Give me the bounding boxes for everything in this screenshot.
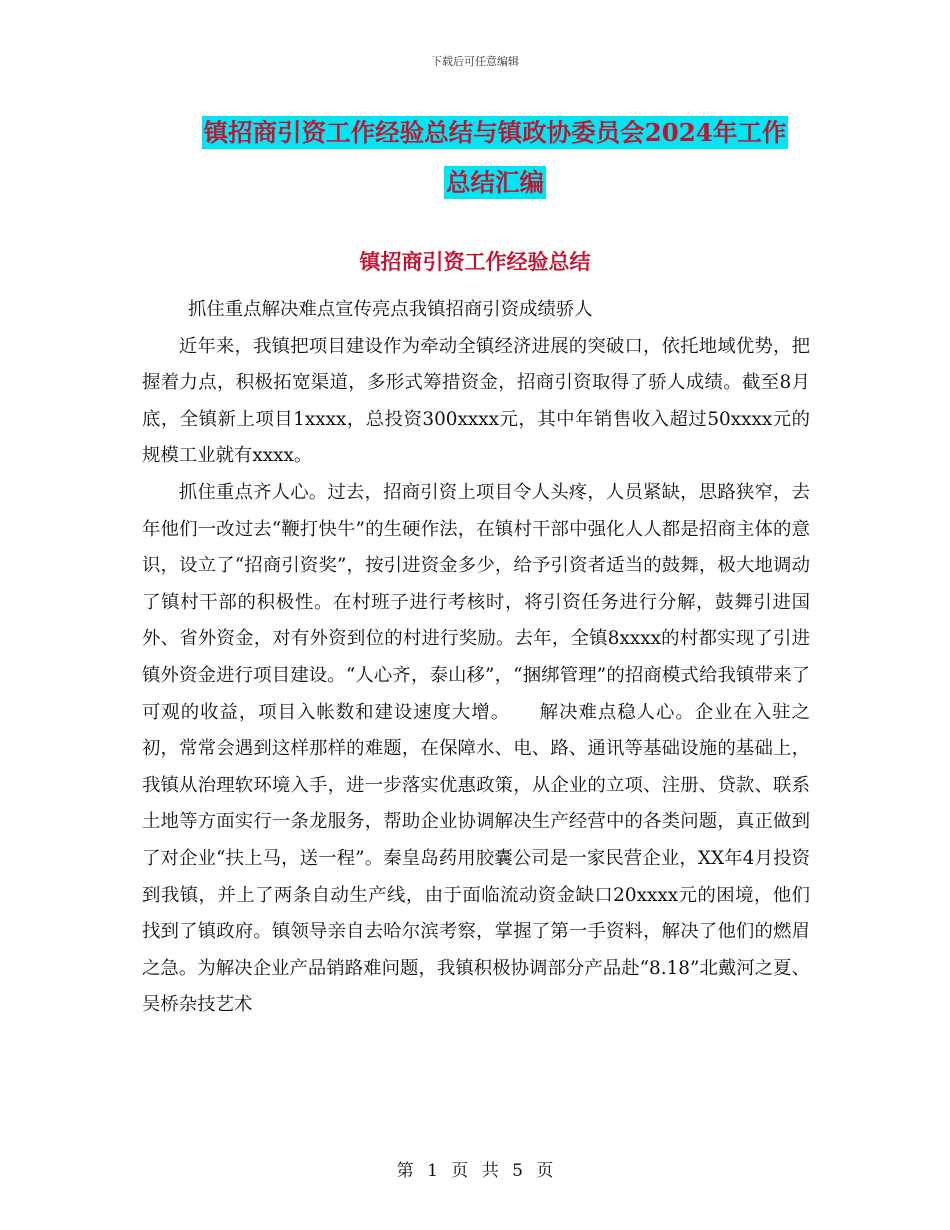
paragraph: 近年来，我镇把项目建设作为牵动全镇经济进展的突破口，依托地域优势，把握着力点，积极拓宽渠道，多形式筹措资金，招商引资取得了骄人成绩。截至8月底，全镇新上项目1xxxx，总投资300xxxx元，其中年销售收入超过50xxxx元的规模工业就有xxxx。 — [142, 335, 810, 467]
page-header: 下载后可任意编辑 — [431, 55, 519, 68]
title-line-2: 总结汇编 — [446, 168, 544, 197]
section-subtitle: 镇招商引资工作经验总结 — [359, 249, 591, 274]
title-line-1: 镇招商引资工作经验总结与镇政协委员会2024年工作 — [203, 118, 787, 147]
document-body — [142, 292, 810, 1024]
document-title — [140, 108, 850, 208]
paragraph: 抓住重点齐人心。过去，招商引资上项目令人头疼，人员紧缺，思路狭窄，去年他们一改过去“鞭打快牛”的生硬作法，在镇村干部中强化人人都是招商主体的意识，设立了“招商引资奖”，按引进资金多少，给予引资者适当的鼓舞，极大地调动了镇村干部的积极性。在村班子进行考核时，将引资任务进行分解，鼓舞引进国外、省外资金，对有外资到位的村进行奖励。去年，全镇8xxxx的村都实现了引进镇外资金进行项目建设。“人心齐，泰山移”，“捆绑管理”的招商模式给我镇带来了可观的收益，项目入帐数和建设速度大增。 解决难点稳人心。企业在入驻之初，常常会遇到这样那样的难题，在保障水、电、路、通讯等基础设施的基础上，我镇从治理软环境入手，进一步落实优惠政策，从企业的立项、注册、贷款、联系土地等方面实行一条龙服务，帮助企业协调解决生产经营中的各类问题，真正做到了对企业“扶上马，送一程”。秦皇岛药用胶囊公司是一家民营企业，XX年4月投资到我镇，并上了两条自动生产线，由于面临流动资金缺口20xxxx元的困境，他们找到了镇政府。镇领导亲自去哈尔滨考察，掌握了第一手资料，解决了他们的燃眉之急。为解决企业产品销路难问题，我镇积极协调部分产品赴“8.18”北戴河之夏、吴桥杂技艺术 — [142, 481, 810, 1016]
page-footer: 第 1 页 共 5 页 — [396, 1161, 554, 1181]
paragraph-lead: 抓住重点解决难点宣传亮点我镇招商引资成绩骄人 — [188, 299, 593, 320]
